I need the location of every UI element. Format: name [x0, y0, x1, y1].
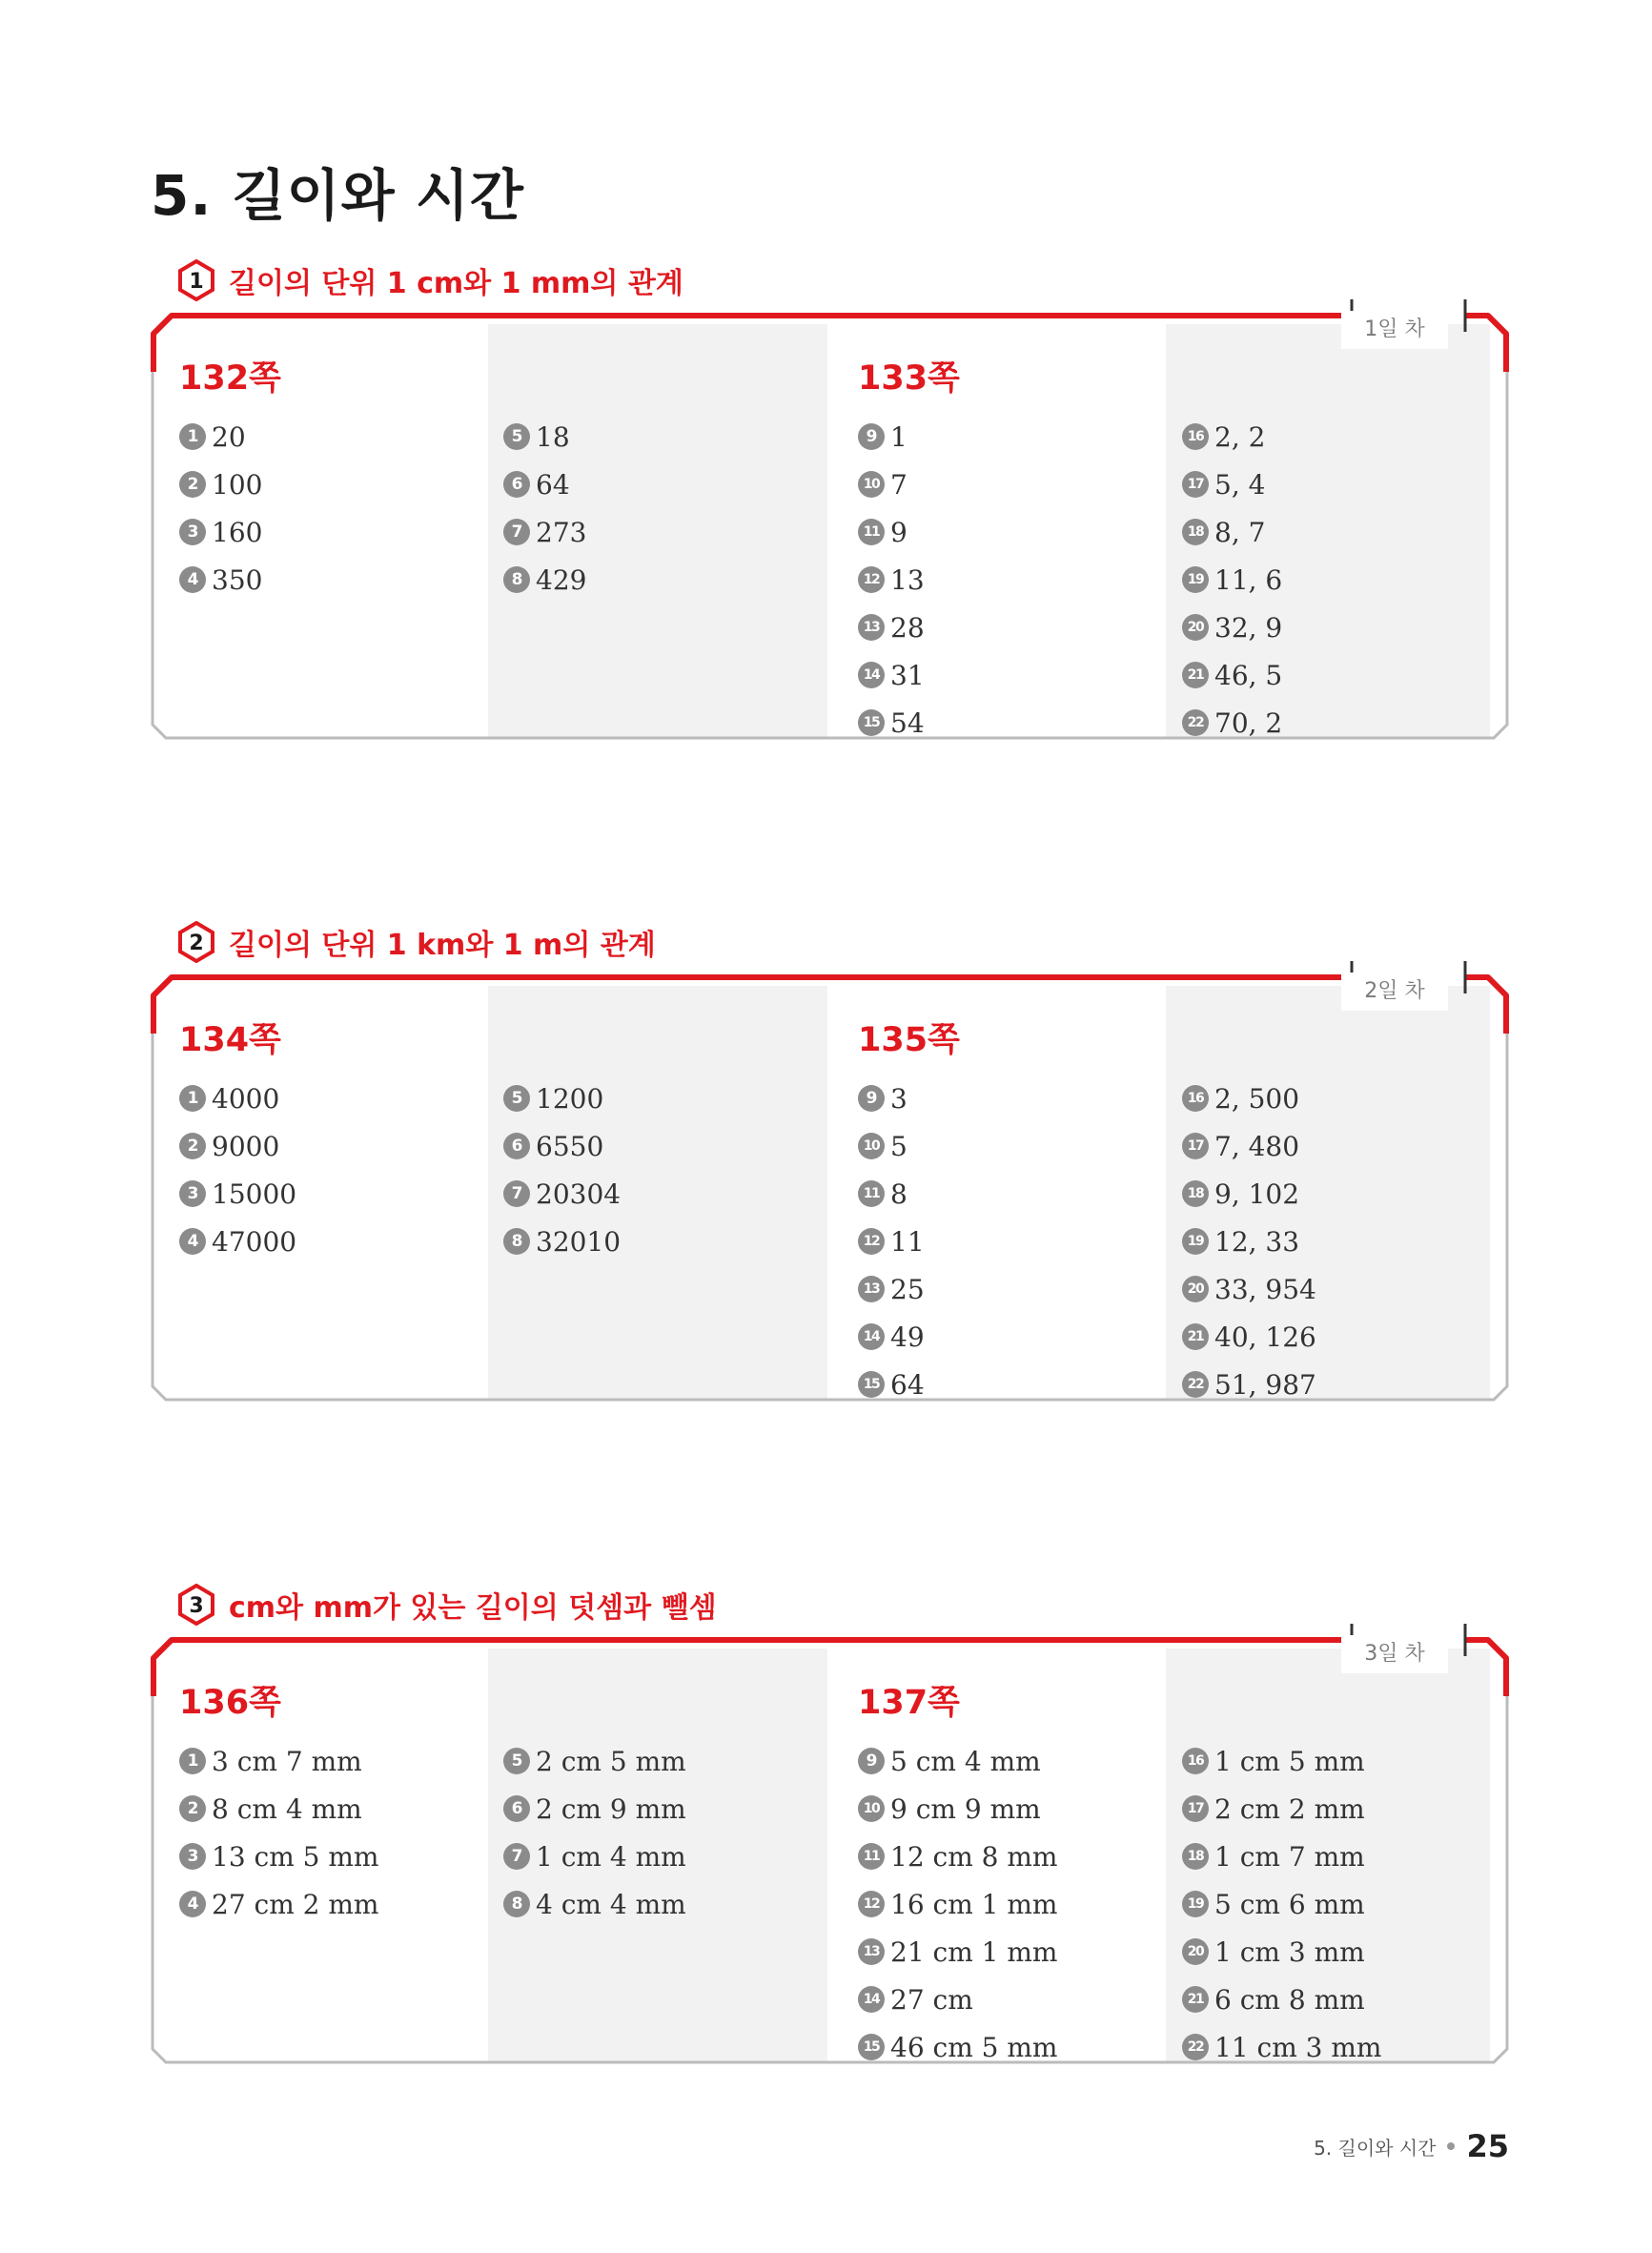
panel-top-right-red-border — [1465, 1640, 1506, 1696]
answer-text: 15000 — [212, 1178, 297, 1210]
answer-text: 47000 — [212, 1225, 297, 1258]
answer-text: 1200 — [536, 1082, 604, 1115]
answer-text: 160 — [212, 516, 263, 548]
answer-text: 70, 2 — [1214, 707, 1283, 739]
answer-item — [858, 1075, 960, 1122]
answer-text: 20304 — [536, 1178, 622, 1210]
answer-text: 7 — [890, 468, 908, 501]
page-reference: 136쪽 — [179, 1684, 281, 1722]
question-number-badge: 16 — [1182, 423, 1209, 450]
question-number-badge: 11 — [858, 519, 885, 545]
question-number-badge: 20 — [1182, 1276, 1209, 1302]
answer-item — [1182, 1170, 1316, 1218]
answer-item — [503, 1170, 621, 1218]
answer-item — [503, 1122, 621, 1170]
answer-item — [858, 1361, 960, 1408]
answer-column — [858, 356, 960, 747]
answer-text: 2 cm 2 mm — [1214, 1792, 1365, 1825]
question-number-badge: 9 — [858, 423, 885, 450]
answer-list — [503, 1737, 686, 1928]
answer-text: 350 — [212, 563, 263, 596]
section-header — [177, 256, 683, 305]
question-number-badge: 7 — [503, 519, 530, 545]
answer-text: 13 cm 5 mm — [212, 1840, 379, 1873]
question-number-badge: 13 — [858, 1276, 885, 1302]
question-number-badge: 3 — [179, 1843, 206, 1870]
panel-top-right-red-border — [1465, 316, 1506, 372]
question-number-badge: 18 — [1182, 1843, 1209, 1870]
page-number: 25 — [1466, 2128, 1509, 2164]
answer-column — [1182, 356, 1282, 747]
answer-list — [179, 413, 281, 604]
answer-text: 13 — [890, 563, 925, 596]
answer-item — [503, 1833, 686, 1880]
question-number-badge: 14 — [858, 662, 885, 688]
question-number-badge: 16 — [1182, 1085, 1209, 1112]
answer-item — [858, 1880, 1057, 1928]
answer-item — [858, 1218, 960, 1265]
section-number-hexagon-icon — [177, 921, 215, 963]
answer-item — [858, 1833, 1057, 1880]
question-number-badge: 6 — [503, 1795, 530, 1822]
answer-column — [1182, 1017, 1316, 1408]
question-number-badge: 19 — [1182, 566, 1209, 593]
answer-list — [858, 413, 960, 747]
page-reference — [503, 356, 586, 401]
answer-item — [858, 556, 960, 604]
answer-item — [858, 604, 960, 651]
question-number-badge: 5 — [503, 1748, 530, 1774]
section-title: cm와 mm가 있는 길이의 덧셈과 뺄셈 — [229, 1591, 717, 1625]
answer-text: 1 cm 5 mm — [1214, 1745, 1365, 1777]
answer-text: 8, 7 — [1214, 516, 1266, 548]
answer-item — [503, 508, 586, 556]
answer-text: 429 — [536, 563, 587, 596]
page-reference — [1182, 1017, 1316, 1063]
panel-top-left-red-border — [153, 977, 1352, 1034]
answer-text: 28 — [890, 611, 925, 644]
question-number-badge: 14 — [858, 1986, 885, 2013]
answer-text: 1 — [890, 420, 908, 453]
question-number-badge: 17 — [1182, 1795, 1209, 1822]
answer-item — [858, 651, 960, 699]
answer-text: 6550 — [536, 1130, 604, 1162]
answer-text: 2, 2 — [1214, 420, 1266, 453]
answer-text: 20 — [212, 420, 246, 453]
answer-text: 8 cm 4 mm — [212, 1792, 362, 1825]
answer-text: 5 cm 4 mm — [890, 1745, 1041, 1777]
section-title: 길이의 단위 1 km와 1 m의 관계 — [229, 929, 656, 962]
question-number-badge: 14 — [858, 1323, 885, 1350]
answer-text: 25 — [890, 1273, 925, 1305]
answer-column — [179, 1017, 296, 1265]
answer-item — [858, 413, 960, 461]
answer-column — [179, 356, 281, 604]
answer-text: 12 cm 8 mm — [890, 1840, 1058, 1873]
answer-item — [179, 1075, 296, 1122]
answer-item — [858, 1313, 960, 1361]
answer-text: 9, 102 — [1214, 1178, 1300, 1210]
page-reference — [1182, 356, 1282, 401]
answer-item — [1182, 1361, 1316, 1408]
question-number-badge: 4 — [179, 1891, 206, 1917]
answer-list — [503, 413, 586, 604]
chapter-title: 5. 길이와 시간 — [151, 163, 524, 228]
question-number-badge: 2 — [179, 1795, 206, 1822]
answer-item — [179, 413, 281, 461]
page-reference — [503, 1017, 621, 1063]
answer-item — [503, 556, 586, 604]
question-number-badge: 6 — [503, 1133, 530, 1159]
question-number-badge: 3 — [179, 1180, 206, 1207]
section-number-hexagon-icon — [177, 259, 215, 301]
answer-list — [503, 1075, 621, 1265]
answer-item — [1182, 2023, 1381, 2071]
question-number-badge: 5 — [503, 1085, 530, 1112]
question-number-badge: 22 — [1182, 2034, 1209, 2060]
question-number-badge: 6 — [503, 471, 530, 498]
question-number-badge: 15 — [858, 709, 885, 736]
answer-item — [1182, 604, 1282, 651]
answer-text: 1 cm 3 mm — [1214, 1936, 1365, 1968]
question-number-badge: 17 — [1182, 471, 1209, 498]
answer-panel — [151, 1637, 1509, 2064]
answer-text: 31 — [890, 659, 925, 691]
answer-item — [1182, 1785, 1381, 1833]
section-number: 3 — [189, 1594, 204, 1618]
answer-text: 32010 — [536, 1225, 622, 1258]
answer-text: 1 cm 4 mm — [536, 1840, 686, 1873]
answer-text: 46 cm 5 mm — [890, 2031, 1058, 2063]
answer-text: 18 — [536, 420, 570, 453]
answer-text: 9 cm 9 mm — [890, 1792, 1041, 1825]
question-number-badge: 19 — [1182, 1228, 1209, 1255]
answer-item — [858, 1737, 1057, 1785]
question-number-badge: 11 — [858, 1843, 885, 1870]
answer-item — [1182, 1833, 1381, 1880]
section-header — [177, 917, 656, 967]
answer-column — [503, 1680, 686, 1928]
answer-item — [858, 508, 960, 556]
section-number: 2 — [189, 932, 204, 955]
question-number-badge: 22 — [1182, 709, 1209, 736]
answer-item — [503, 413, 586, 461]
answer-text: 64 — [890, 1368, 925, 1401]
answer-item — [179, 1122, 296, 1170]
answer-item — [503, 1880, 686, 1928]
answer-item — [179, 1880, 378, 1928]
page-reference — [503, 1680, 686, 1726]
section-header — [177, 1580, 717, 1629]
answer-item — [858, 1976, 1057, 2023]
question-number-badge: 18 — [1182, 1180, 1209, 1207]
question-number-badge: 9 — [858, 1085, 885, 1112]
answer-text: 9000 — [212, 1130, 280, 1162]
answer-item — [179, 1170, 296, 1218]
answer-item — [503, 1075, 621, 1122]
answer-item — [1182, 651, 1282, 699]
answer-text: 21 cm 1 mm — [890, 1936, 1058, 1968]
question-number-badge: 7 — [503, 1843, 530, 1870]
answer-text: 11 cm 3 mm — [1214, 2031, 1382, 2063]
answer-list — [858, 1075, 960, 1408]
answer-item — [858, 1928, 1057, 1976]
question-number-badge: 4 — [179, 566, 206, 593]
answer-item — [1182, 1737, 1381, 1785]
answer-column — [179, 1680, 378, 1928]
answer-text: 2 cm 9 mm — [536, 1792, 686, 1825]
answer-item — [1182, 1218, 1316, 1265]
question-number-badge: 2 — [179, 1133, 206, 1159]
answer-item — [1182, 1265, 1316, 1313]
answer-item — [179, 461, 281, 508]
question-number-badge: 8 — [503, 1228, 530, 1255]
answer-item — [858, 1265, 960, 1313]
answer-section-3 — [151, 1580, 1509, 2114]
answer-text: 5 cm 6 mm — [1214, 1888, 1365, 1920]
answer-item — [179, 1218, 296, 1265]
answer-text: 32, 9 — [1214, 611, 1283, 644]
question-number-badge: 15 — [858, 2034, 885, 2060]
answer-text: 27 cm — [890, 1983, 973, 2016]
day-label: 3일 차 — [1341, 1635, 1448, 1673]
question-number-badge: 7 — [503, 1180, 530, 1207]
question-number-badge: 12 — [858, 1228, 885, 1255]
answer-item — [1182, 1075, 1316, 1122]
answer-item — [858, 461, 960, 508]
answer-item — [1182, 1976, 1381, 2023]
panel-top-right-red-border — [1465, 977, 1506, 1034]
answer-section-1 — [151, 256, 1509, 789]
question-number-badge: 22 — [1182, 1371, 1209, 1398]
answer-list — [179, 1737, 378, 1928]
answer-text: 2, 500 — [1214, 1082, 1300, 1115]
question-number-badge: 8 — [503, 1891, 530, 1917]
question-number-badge: 21 — [1182, 1986, 1209, 2013]
answer-column — [503, 1017, 621, 1265]
answer-text: 5, 4 — [1214, 468, 1266, 501]
section-title: 길이의 단위 1 cm와 1 mm의 관계 — [229, 267, 683, 300]
question-number-badge: 10 — [858, 1133, 885, 1159]
question-number-badge: 17 — [1182, 1133, 1209, 1159]
question-number-badge: 3 — [179, 519, 206, 545]
question-number-badge: 4 — [179, 1228, 206, 1255]
answer-text: 33, 954 — [1214, 1273, 1316, 1305]
answer-item — [1182, 1928, 1381, 1976]
question-number-badge: 11 — [858, 1180, 885, 1207]
question-number-badge: 1 — [179, 1085, 206, 1112]
answer-text: 40, 126 — [1214, 1321, 1316, 1353]
answer-column — [1182, 1680, 1381, 2071]
answer-text: 6 cm 8 mm — [1214, 1983, 1365, 2016]
answer-text: 11, 6 — [1214, 563, 1283, 596]
page-reference: 134쪽 — [179, 1021, 281, 1059]
answer-item — [503, 1218, 621, 1265]
answer-text: 51, 987 — [1214, 1368, 1316, 1401]
answer-column — [858, 1680, 1057, 2071]
answer-item — [1182, 508, 1282, 556]
question-number-badge: 15 — [858, 1371, 885, 1398]
answer-text: 1 cm 7 mm — [1214, 1840, 1365, 1873]
answer-item — [1182, 1880, 1381, 1928]
answer-section-2 — [151, 917, 1509, 1451]
answer-item — [1182, 461, 1282, 508]
answer-text: 4 cm 4 mm — [536, 1888, 686, 1920]
question-number-badge: 13 — [858, 614, 885, 641]
question-number-badge: 21 — [1182, 1323, 1209, 1350]
question-number-badge: 1 — [179, 423, 206, 450]
answer-text: 8 — [890, 1178, 908, 1210]
answer-text: 7, 480 — [1214, 1130, 1300, 1162]
question-number-badge: 10 — [858, 1795, 885, 1822]
question-number-badge: 10 — [858, 471, 885, 498]
answer-item — [1182, 1313, 1316, 1361]
question-number-badge: 5 — [503, 423, 530, 450]
question-number-badge: 9 — [858, 1748, 885, 1774]
footer-bullet-icon — [1447, 2142, 1455, 2150]
answer-item — [858, 2023, 1057, 2071]
question-number-badge: 21 — [1182, 662, 1209, 688]
footer-chapter-title: 5. 길이와 시간 — [1314, 2136, 1437, 2160]
page-reference: 137쪽 — [858, 1684, 960, 1722]
page-reference: 135쪽 — [858, 1021, 960, 1059]
answer-text: 12, 33 — [1214, 1225, 1300, 1258]
answer-text: 2 cm 5 mm — [536, 1745, 686, 1777]
answer-text: 273 — [536, 516, 587, 548]
answer-text: 100 — [212, 468, 263, 501]
answer-column — [858, 1017, 960, 1408]
answer-item — [179, 1737, 378, 1785]
answer-item — [858, 1785, 1057, 1833]
answer-list — [1182, 413, 1282, 747]
section-number-hexagon-icon — [177, 1584, 215, 1626]
question-number-badge: 12 — [858, 1891, 885, 1917]
panel-outline — [153, 332, 1507, 738]
page-reference: 132쪽 — [179, 359, 281, 398]
question-number-badge: 1 — [179, 1748, 206, 1774]
answer-item — [858, 1122, 960, 1170]
answer-item — [179, 1833, 378, 1880]
answer-text: 5 — [890, 1130, 908, 1162]
answer-text: 3 — [890, 1082, 908, 1115]
answer-panel — [151, 313, 1509, 740]
answer-text: 49 — [890, 1321, 925, 1353]
answer-text: 4000 — [212, 1082, 280, 1115]
answer-item — [1182, 1122, 1316, 1170]
answer-text: 16 cm 1 mm — [890, 1888, 1058, 1920]
answer-item — [503, 1785, 686, 1833]
question-number-badge: 20 — [1182, 614, 1209, 641]
answer-item — [858, 1170, 960, 1218]
answer-list — [1182, 1075, 1316, 1408]
answer-text: 27 cm 2 mm — [212, 1888, 379, 1920]
panel-top-left-red-border — [153, 316, 1352, 372]
answer-item — [179, 556, 281, 604]
answer-item — [503, 1737, 686, 1785]
answer-list — [858, 1737, 1057, 2071]
answer-text: 54 — [890, 707, 925, 739]
answer-text: 46, 5 — [1214, 659, 1283, 691]
page-reference: 133쪽 — [858, 359, 960, 398]
day-label: 1일 차 — [1341, 311, 1448, 349]
page-footer — [1314, 2128, 1509, 2164]
question-number-badge: 18 — [1182, 519, 1209, 545]
section-number: 1 — [189, 270, 204, 294]
answer-item — [858, 699, 960, 747]
answer-text: 3 cm 7 mm — [212, 1745, 362, 1777]
question-number-badge: 2 — [179, 471, 206, 498]
answer-panel — [151, 974, 1509, 1402]
answer-column — [503, 356, 586, 604]
question-number-badge: 12 — [858, 566, 885, 593]
answer-item — [179, 508, 281, 556]
question-number-badge: 16 — [1182, 1748, 1209, 1774]
answer-item — [1182, 556, 1282, 604]
page-reference — [1182, 1680, 1381, 1726]
answer-list — [1182, 1737, 1381, 2071]
answer-item — [1182, 413, 1282, 461]
question-number-badge: 19 — [1182, 1891, 1209, 1917]
answer-item — [1182, 699, 1282, 747]
question-number-badge: 8 — [503, 566, 530, 593]
question-number-badge: 13 — [858, 1938, 885, 1965]
question-number-badge: 20 — [1182, 1938, 1209, 1965]
day-label: 2일 차 — [1341, 973, 1448, 1011]
answer-text: 9 — [890, 516, 908, 548]
answer-item — [503, 461, 586, 508]
answer-text: 64 — [536, 468, 570, 501]
panel-border — [151, 313, 1509, 740]
answer-item — [179, 1785, 378, 1833]
answer-text: 11 — [890, 1225, 925, 1258]
answer-list — [179, 1075, 296, 1265]
